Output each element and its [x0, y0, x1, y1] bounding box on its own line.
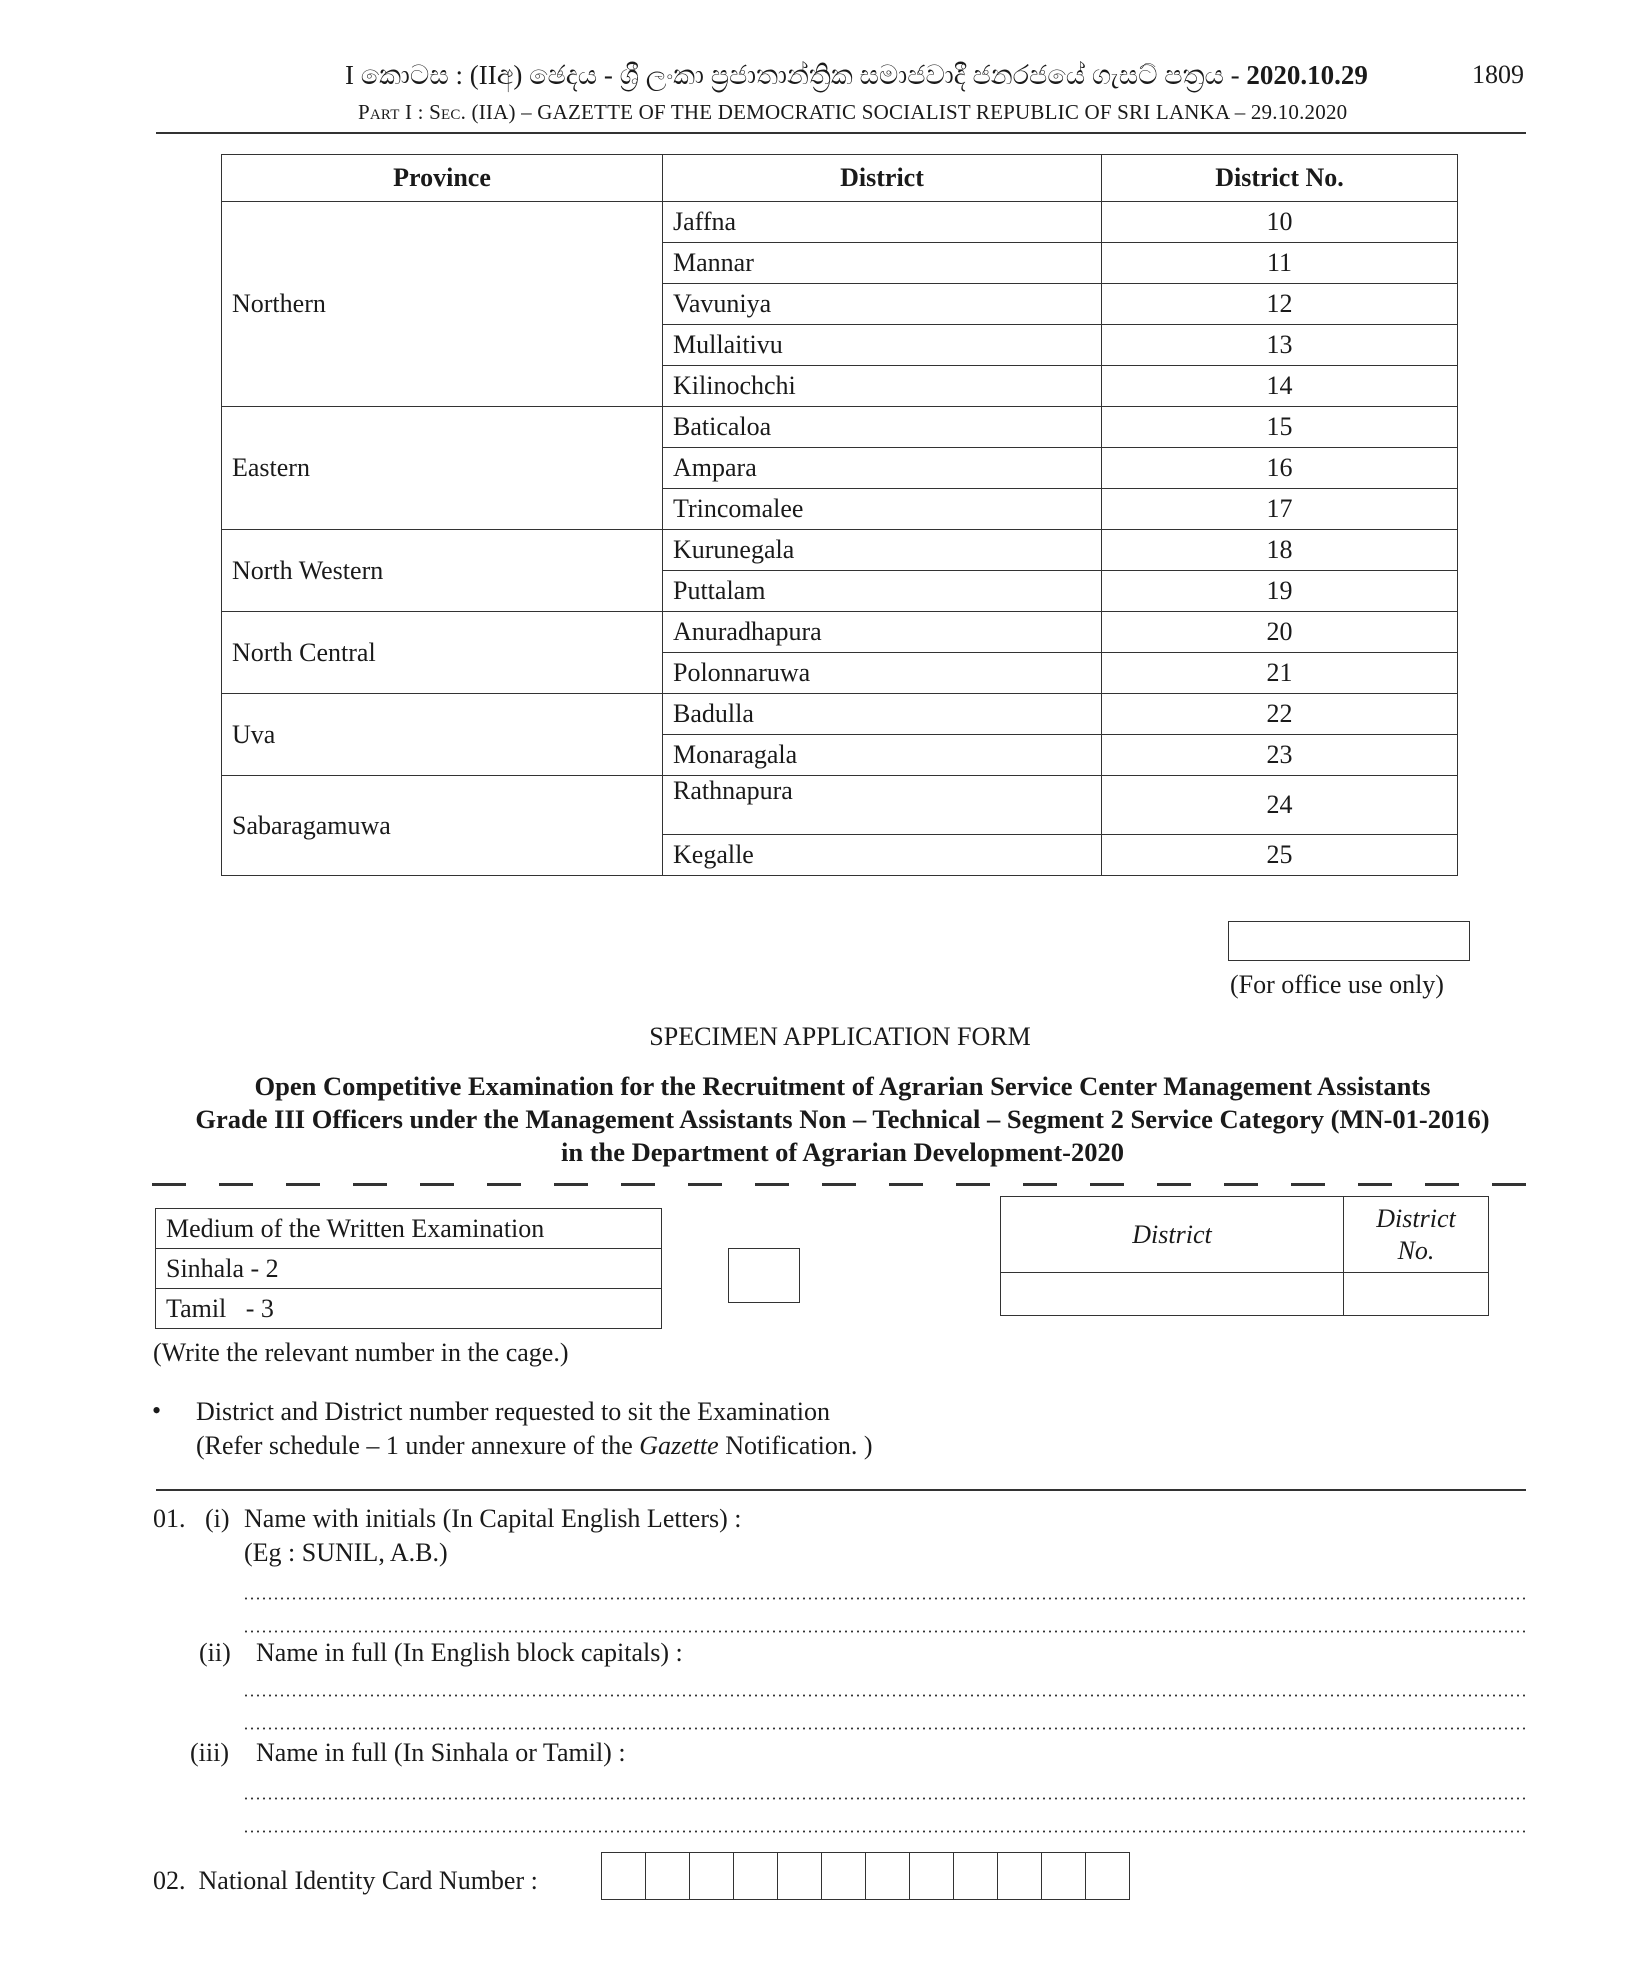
bullet-line-2 — [196, 1431, 872, 1461]
district-cell: Badulla — [663, 694, 1102, 735]
district-cell: Jaffna — [663, 202, 1102, 243]
header-part-label: Part I : Sec. — [358, 100, 467, 124]
district-number-cell: 16 — [1102, 448, 1458, 489]
q1-i-label: (i) — [205, 1504, 230, 1533]
header-english-text: (IIA) – GAZETTE OF THE DEMOCRATIC SOCIALIST REPUBLIC OF SRI LANKA – 29.10.2020 — [466, 100, 1348, 124]
nic-digit-box[interactable] — [602, 1853, 646, 1899]
nic-digit-box[interactable] — [998, 1853, 1042, 1899]
district-cell: Anuradhapura — [663, 612, 1102, 653]
nic-digit-box[interactable] — [1086, 1853, 1129, 1899]
q1-i-example: (Eg : SUNIL, A.B.) — [244, 1538, 448, 1567]
q1-iii-dotted-line-2[interactable] — [243, 1830, 1528, 1833]
district-row — [222, 530, 1458, 571]
district-number-cell: 10 — [1102, 202, 1458, 243]
header-english-line — [358, 100, 1347, 125]
district-cell: Vavuniya — [663, 284, 1102, 325]
nic-digit-box[interactable] — [1042, 1853, 1086, 1899]
nic-digit-box[interactable] — [910, 1853, 954, 1899]
district-cell: Polonnaruwa — [663, 653, 1102, 694]
district-no-header-line-2: No. — [1397, 1235, 1435, 1265]
province-cell: North Central — [222, 612, 663, 694]
nic-digit-box[interactable] — [954, 1853, 998, 1899]
district-row — [222, 612, 1458, 653]
bullet-symbol: • — [152, 1396, 162, 1425]
district-row — [222, 776, 1458, 835]
district-no-header-line-1: District — [1376, 1203, 1456, 1233]
q1-number: 01. — [153, 1504, 186, 1533]
district-table-body — [222, 202, 1458, 876]
q1-i-dotted-line-1[interactable] — [243, 1597, 1528, 1600]
district-cell: Kilinochchi — [663, 366, 1102, 407]
district-number-cell: 17 — [1102, 489, 1458, 530]
header-province: Province — [222, 155, 663, 202]
district-table-header — [222, 155, 1458, 202]
medium-option-sinhala: Sinhala - 2 — [156, 1249, 662, 1289]
q1-iii-label: (iii) — [190, 1738, 229, 1767]
district-row — [222, 694, 1458, 735]
nic-digit-box[interactable] — [734, 1853, 778, 1899]
district-number-cell: 19 — [1102, 571, 1458, 612]
province-cell: Sabaragamuwa — [222, 776, 663, 876]
medium-cage-input[interactable] — [728, 1248, 800, 1303]
q1-ii-dotted-line-1[interactable] — [243, 1694, 1528, 1697]
district-number-cell: 24 — [1102, 776, 1458, 835]
q1-iii-dotted-line-1[interactable] — [243, 1797, 1528, 1800]
district-row — [222, 202, 1458, 243]
district-entry-field[interactable] — [1001, 1273, 1344, 1316]
exam-title-line-3: in the Department of Agrarian Development-2020 — [560, 1137, 1125, 1167]
cage-note: (Write the relevant number in the cage.) — [153, 1338, 569, 1367]
form-heading: SPECIMEN APPLICATION FORM — [649, 1022, 1031, 1051]
district-number-cell: 11 — [1102, 243, 1458, 284]
district-no-entry-field[interactable] — [1344, 1273, 1489, 1316]
nic-digit-box[interactable] — [690, 1853, 734, 1899]
header-sinhala-text: I කොටස : (IIඅ) ඡෙදය - ශ්‍රී ලංකා ප්‍රජාතාන්ත්‍රික සමාජවාදී ජනරජයේ ගැසට් පත්‍රය - — [345, 60, 1247, 90]
district-table — [221, 154, 1458, 876]
q1-ii-label: (ii) — [199, 1638, 231, 1667]
province-cell: North Western — [222, 530, 663, 612]
header-sinhala-date: 2020.10.29 — [1246, 60, 1368, 90]
district-entry-header: District — [1001, 1197, 1344, 1273]
header-rule — [156, 132, 1526, 134]
header-sinhala-line — [345, 60, 1368, 92]
district-entry-table — [1000, 1196, 1489, 1316]
district-number-cell: 14 — [1102, 366, 1458, 407]
province-cell: Northern — [222, 202, 663, 407]
district-row — [222, 407, 1458, 448]
medium-option-tamil: Tamil - 3 — [156, 1289, 662, 1329]
district-number-cell: 12 — [1102, 284, 1458, 325]
bullet-line-2-post: Notification. ) — [718, 1431, 873, 1460]
nic-label: 02. National Identity Card Number : — [153, 1866, 538, 1895]
district-number-cell: 23 — [1102, 735, 1458, 776]
bullet-line-2-pre: (Refer schedule – 1 under annexure of the — [196, 1431, 640, 1460]
office-use-label: (For office use only) — [1230, 970, 1444, 999]
district-number-cell: 13 — [1102, 325, 1458, 366]
nic-digit-box[interactable] — [822, 1853, 866, 1899]
district-cell: Monaragala — [663, 735, 1102, 776]
district-number-cell: 18 — [1102, 530, 1458, 571]
district-number-cell: 22 — [1102, 694, 1458, 735]
district-no-entry-header — [1344, 1197, 1489, 1273]
district-cell: Kurunegala — [663, 530, 1102, 571]
section-rule — [156, 1489, 1526, 1491]
district-number-cell: 25 — [1102, 835, 1458, 876]
nic-input-boxes[interactable] — [601, 1852, 1130, 1900]
district-cell: Mullaitivu — [663, 325, 1102, 366]
medium-table — [155, 1208, 662, 1329]
province-cell: Eastern — [222, 407, 663, 530]
exam-title — [150, 1070, 1535, 1169]
office-use-box[interactable] — [1228, 921, 1470, 961]
exam-title-line-1: Open Competitive Examination for the Recruitment of Agrarian Service Center Management Assistants — [254, 1071, 1431, 1101]
q1-i-text: Name with initials (In Capital English Letters) : — [244, 1504, 742, 1533]
header-district: District — [663, 155, 1102, 202]
nic-digit-box[interactable] — [866, 1853, 910, 1899]
bullet-line-2-italic: Gazette — [639, 1431, 719, 1460]
district-number-cell: 15 — [1102, 407, 1458, 448]
district-cell: Trincomalee — [663, 489, 1102, 530]
page-number: 1809 — [1472, 60, 1524, 89]
q1-i-dotted-line-2[interactable] — [243, 1630, 1528, 1633]
q1-ii-dotted-line-2[interactable] — [243, 1727, 1528, 1730]
district-cell: Rathnapura — [663, 776, 1102, 835]
district-cell: Puttalam — [663, 571, 1102, 612]
dashed-divider — [152, 1183, 1527, 1186]
district-cell: Kegalle — [663, 835, 1102, 876]
q1-ii-text: Name in full (In English block capitals) : — [256, 1638, 683, 1667]
nic-digit-box[interactable] — [778, 1853, 822, 1899]
medium-title: Medium of the Written Examination — [156, 1209, 662, 1249]
district-cell: Ampara — [663, 448, 1102, 489]
header-district-no: District No. — [1102, 155, 1458, 202]
exam-title-line-2: Grade III Officers under the Management Assistants Non – Technical – Segment 2 Service Category (MN-01-2016) — [195, 1104, 1490, 1134]
district-cell: Baticaloa — [663, 407, 1102, 448]
bullet-line-1: District and District number requested to sit the Examination — [196, 1397, 830, 1426]
nic-digit-box[interactable] — [646, 1853, 690, 1899]
district-number-cell: 20 — [1102, 612, 1458, 653]
district-cell: Mannar — [663, 243, 1102, 284]
district-number-cell: 21 — [1102, 653, 1458, 694]
province-cell: Uva — [222, 694, 663, 776]
q1-iii-text: Name in full (In Sinhala or Tamil) : — [256, 1738, 626, 1767]
